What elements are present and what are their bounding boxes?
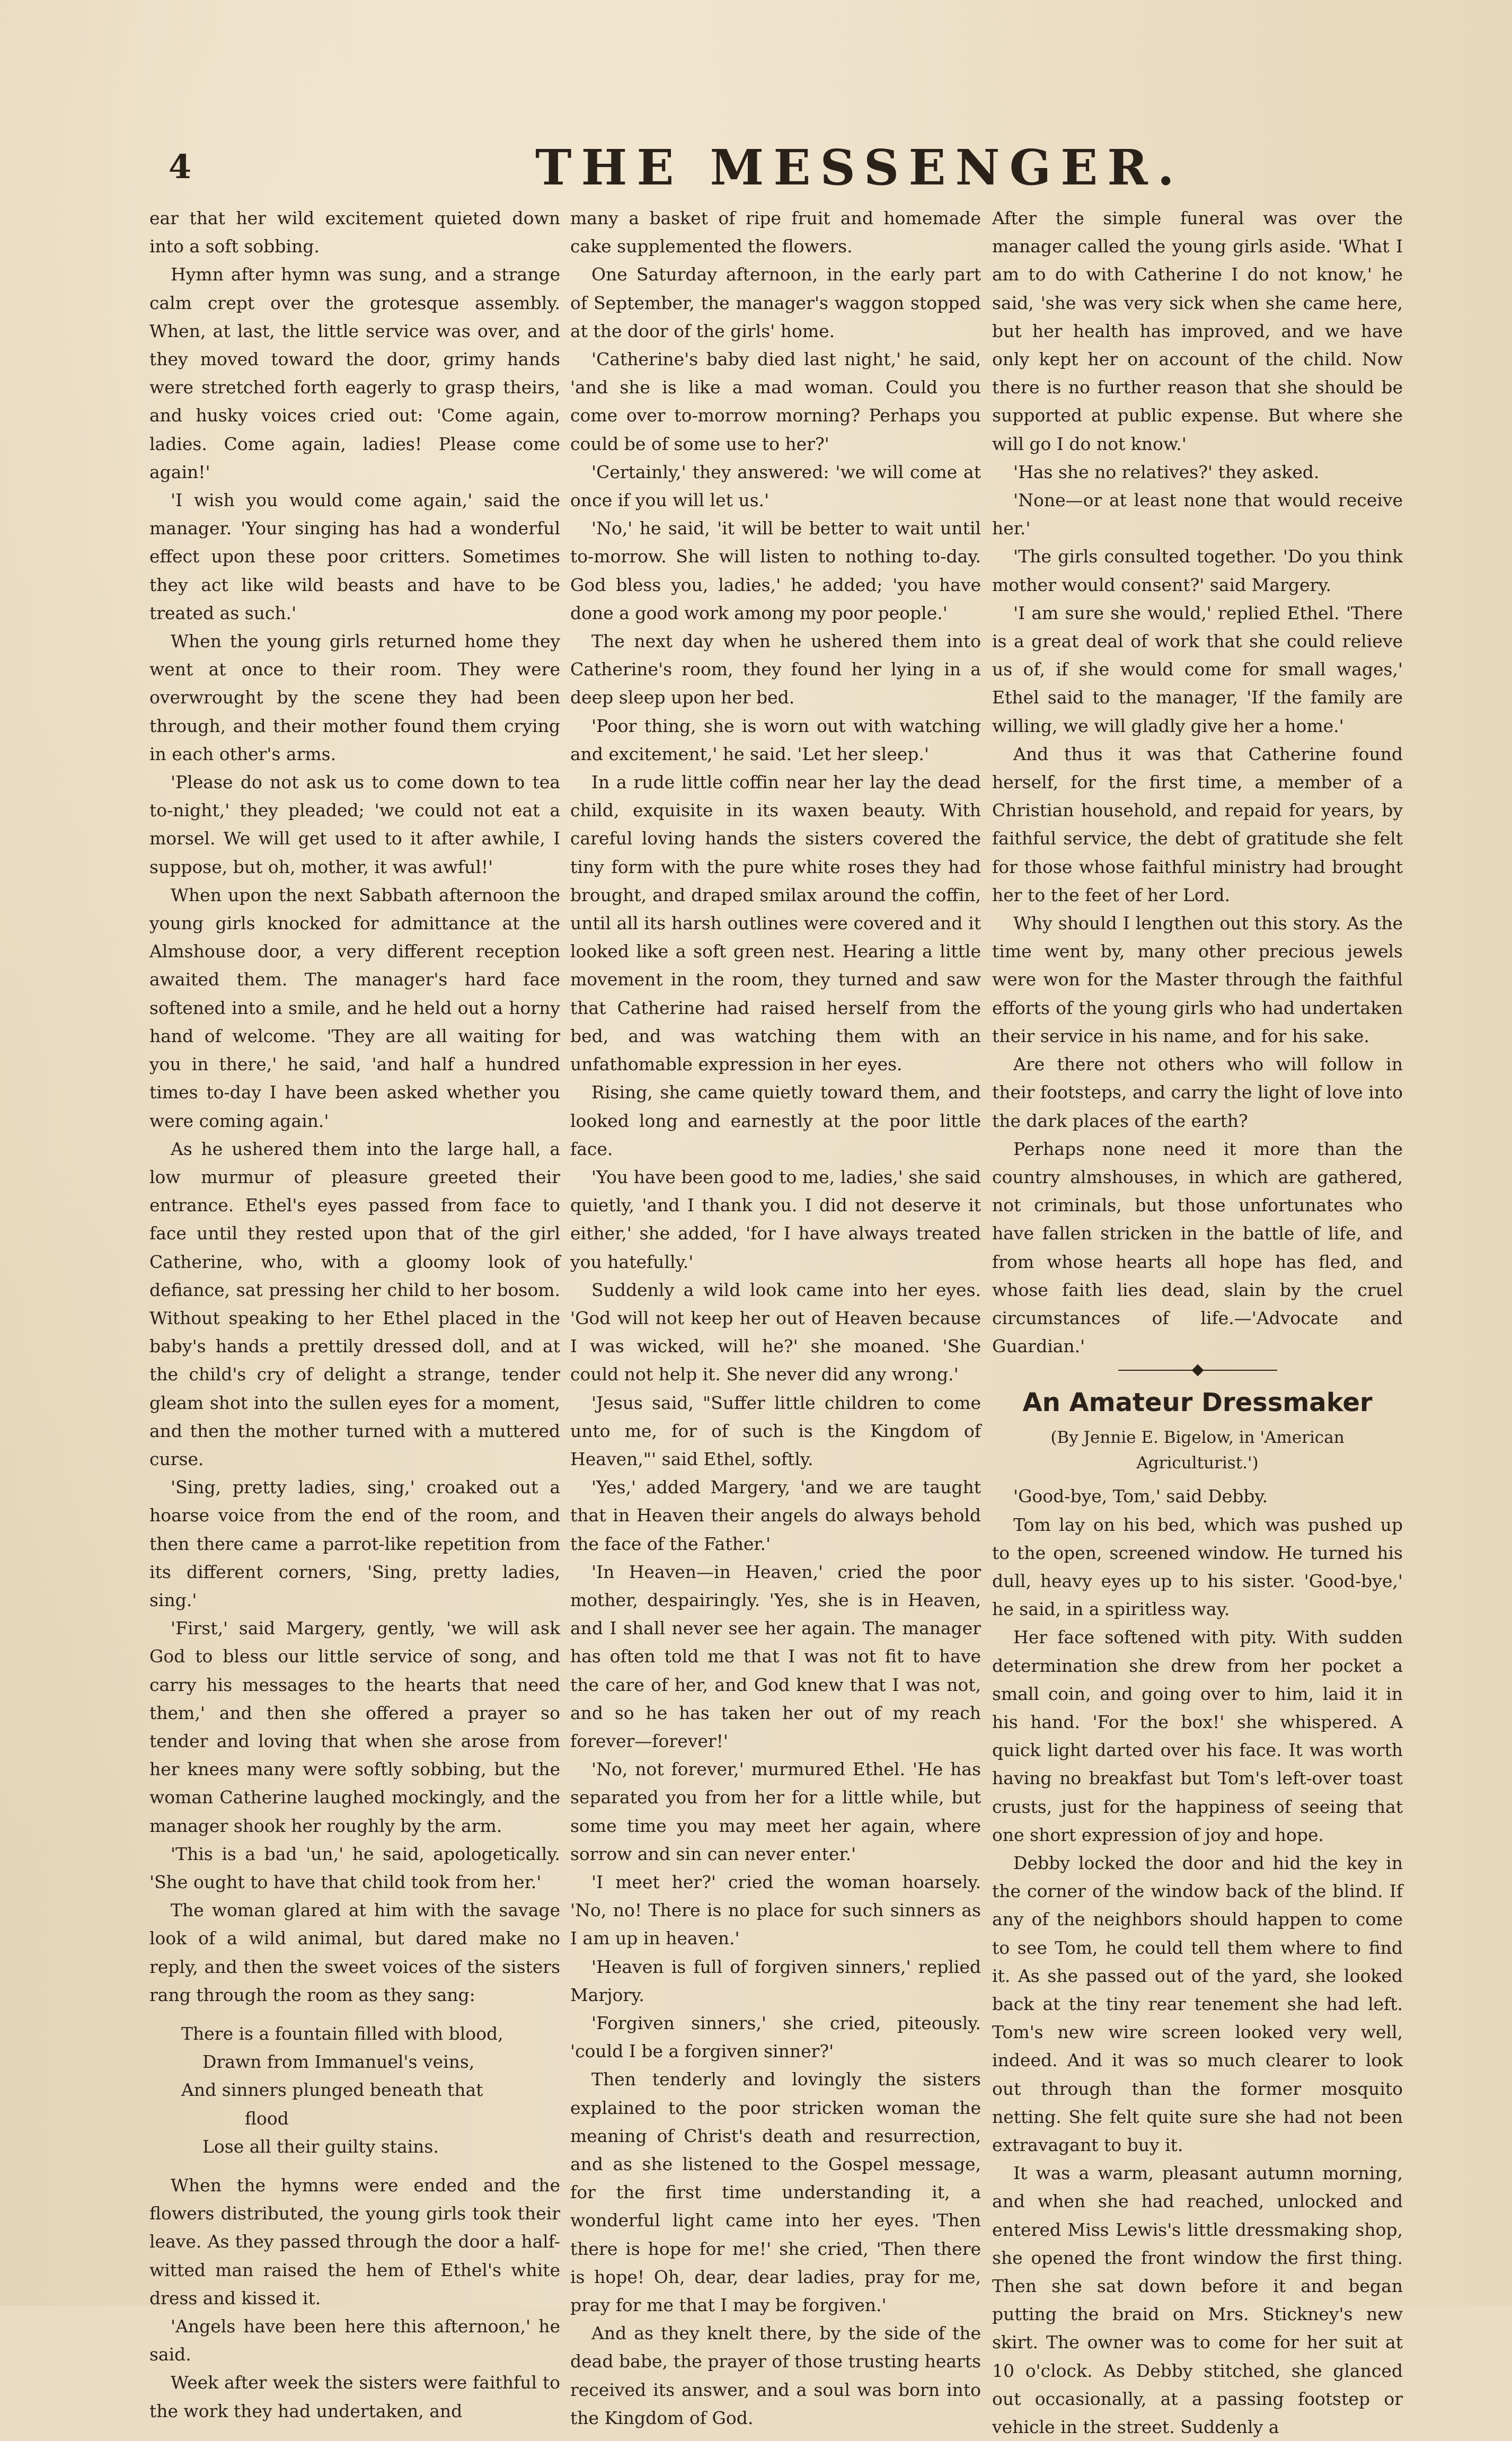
paragraph: Debby locked the door and hid the key in the corner of the window back of the blind. If any of the neighbors should happen to come to see Tom, he could tell them where to find it. As she passed out of the yard, she looked back at the tiny rear tenement she had left. Tom's new wire screen looked very well, indeed. And it was so much clearer to look out through than the former mosquito netting. She felt quite sure she had not been extravagant to buy it.	[992, 1852, 1403, 2155]
column-1	[149, 204, 560, 2425]
hymn-line: flood	[245, 2108, 289, 2129]
paragraph: It was a warm, pleasant autumn morning, and when she had reached, unlocked and entered Miss Lewis's little dressmaking shop, she opened the front window the first thing. Then she sat down before it and began putting the braid on Mrs. Stickney's new skirt. The owner was to come for her suit at 10 o'clock. As Debby stitched, she glanced out occasionally, at a passing footstep or vehicle in the street. Suddenly a	[992, 2163, 1403, 2438]
masthead: THE MESSENGER.	[535, 139, 1184, 196]
paragraph: 'None—or at least none that would receive her.'	[992, 490, 1403, 539]
hymn-line: Drawn from Immanuel's veins,	[202, 2051, 475, 2073]
paragraph: The woman glared at him with the savage look of a wild animal, but dared make no reply, and then the sweet voices of the sisters rang through the room as they sang:	[149, 1900, 560, 2005]
paragraph: Week after week the sisters were faithful to the work they had undertaken, and	[149, 2372, 560, 2421]
paragraph: 'You have been good to me, ladies,' she said quietly, 'and I thank you. I did not deserve it either,' she added, 'for I have always treated you hatefully.'	[570, 1166, 981, 1272]
paragraph: 'First,' said Margery, gently, 'we will ask God to bless our little service of song, and carry his messages to the hearts that need them,' and then she offered a prayer so tender and loving that when she arose from her knees many were softly sobbing, but the woman Catherine laughed mockingly, and the manager shook her roughly by the arm.	[149, 1618, 560, 1836]
paragraph: 'Poor thing, she is worn out with watching and excitement,' he said. 'Let her sleep.'	[570, 715, 981, 764]
paragraph: Perhaps none need it more than the country almshouses, in which are gathered, not criminals, but those unfortunates who have fallen stricken in the battle of life, and from whose hearts all hope has fled, and whose faith lies dead, slain by the cruel circumstances of life.—'Advocate and Guardian.'	[992, 1138, 1403, 1357]
paragraph: 'No,' he said, 'it will be better to wait until to-morrow. She will listen to nothing to-day. God bless you, ladies,' he added; 'you have done a good work among my poor people.'	[570, 518, 981, 623]
paragraph: And as they knelt there, by the side of the dead babe, the prayer of those trusting hearts received its answer, and a soul was born into the Kingdom of God.	[570, 2323, 981, 2428]
paragraph: 'Jesus said, "Suffer little children to come unto me, for of such is the Kingdom of Heaven,"' said Ethel, softly.	[570, 1392, 981, 1469]
paragraph: ear that her wild excitement quieted down into a soft sobbing.	[149, 208, 560, 257]
paragraph: 'No, not forever,' murmured Ethel. 'He has separated you from her for a little while, but some time you may meet her again, where sorrow and sin can never enter.'	[570, 1759, 981, 1864]
page-number: 4	[169, 147, 192, 186]
paragraph: 'Heaven is full of forgiven sinners,' replied Marjory.	[570, 1956, 981, 2005]
paragraph: 'Forgiven sinners,' she cried, piteously. 'could I be a forgiven sinner?'	[570, 2013, 981, 2062]
paragraph: And thus it was that Catherine found herself, for the first time, a member of a Christian household, and repaid for years, by faithful service, the debt of gratitude she felt for those whose faithful ministry had brought her to the feet of her Lord.	[992, 743, 1403, 905]
paragraph: Then tenderly and lovingly the sisters explained to the poor stricken woman the meaning of Christ's death and resurrection, and as she listened to the Gospel message, for the first time understanding it, a wonderful light came into her eyes. 'Then there is hope for me!' she cried, 'Then there is hope! Oh, dear, dear ladies, pray for me, pray for me that I may be forgiven.'	[570, 2069, 981, 2316]
paragraph: When the hymns were ended and the flowers distributed, the young girls took their leave. As they passed through the door a half-witted man raised the hem of Ethel's white dress and kissed it.	[149, 2175, 560, 2308]
paragraph: many a basket of ripe fruit and homemade cake supplemented the flowers.	[570, 208, 981, 257]
paragraph: 'This is a bad 'un,' he said, apologetically. 'She ought to have that child took from her.'	[149, 1843, 560, 1892]
paragraph: Tom lay on his bed, which was pushed up to the open, screened window. He turned his dull, heavy eyes up to his sister. 'Good-bye,' he said, in a spiritless way.	[992, 1514, 1403, 1620]
paragraph: In a rude little coffin near her lay the dead child, exquisite in its waxen beauty. With careful loving hands the sisters covered the tiny form with the pure white roses they had brought, and draped smilax around the coffin, until all its harsh outlines were covered and it looked like a soft green nest. Hearing a little movement in the room, they turned and saw that Catherine had raised herself from the bed, and was watching them with an unfathomable expression in her eyes.	[570, 772, 981, 1075]
paragraph: As he ushered them into the large hall, a low murmur of pleasure greeted their entrance. Ethel's eyes passed from face to face until they rested upon that of the girl Catherine, who, with a gloomy look of defiance, sat pressing her child to her bosom. Without speaking to her Ethel placed in the baby's hands a prettily dressed doll, and at the child's cry of delight a strange, tender gleam shot into the sullen eyes for a moment, and then the mother turned with a muttered curse.	[149, 1138, 560, 1469]
paragraph: The next day when he ushered them into Catherine's room, they found her lying in a deep sleep upon her bed.	[570, 631, 981, 708]
story-title: An Amateur Dressmaker	[1022, 1388, 1373, 1418]
paragraph: 'I am sure she would,' replied Ethel. 'There is a great deal of work that she could relieve us of, if she would come for small wages,' Ethel said to the manager, 'If the family are willing, we will gladly give her a home.'	[992, 602, 1403, 736]
hymn-line: Lose all their guilty stains.	[202, 2136, 439, 2157]
paragraph: 'Has she no relatives?' they asked.	[1013, 461, 1320, 482]
column-2	[570, 204, 981, 2432]
paragraph: When upon the next Sabbath afternoon the young girls knocked for admittance at the Almshouse door, a very different reception awaited them. The manager's hard face softened into a smile, and he held out a horny hand of welcome. 'They are all waiting for you in there,' he said, 'and half a hundred times to-day I have been asked whether you were coming again.'	[149, 884, 560, 1131]
paragraph: Why should I lengthen out this story. As the time went by, many other precious jewels were won for the Master through the faithful efforts of the young girls who had undertaken their service in his name, and for his sake.	[992, 913, 1403, 1046]
paragraph: 'Good-bye, Tom,' said Debby.	[1013, 1486, 1268, 1507]
hymn-verse	[181, 2020, 560, 2161]
section-divider	[1118, 1370, 1277, 1371]
paragraph: 'Please do not ask us to come down to tea to-night,' they pleaded; 'we could not eat a morsel. We will get used to it after awhile, I suppose, but oh, mother, it was awful!'	[149, 772, 560, 877]
hymn-line: And sinners plunged beneath that	[181, 2079, 483, 2101]
paragraph: 'Sing, pretty ladies, sing,' croaked out a hoarse voice from the end of the room, and then there came a parrot-like repetition from its different corners, 'Sing, pretty ladies, sing.'	[149, 1477, 560, 1610]
paragraph: 'Angels have been here this afternoon,' he said.	[149, 2316, 560, 2365]
paragraph: One Saturday afternoon, in the early part of September, the manager's waggon stopped at the door of the girls' home.	[570, 264, 981, 341]
paragraph: 'In Heaven—in Heaven,' cried the poor mother, despairingly. 'Yes, she is in Heaven, and I shall never see her again. The manager has often told me that I was not fit to have the care of her, and God knew that I was not, and so he has taken her out of my reach forever—forever!'	[570, 1561, 981, 1751]
paragraph: Are there not others who will follow in their footsteps, and carry the light of love into the dark places of the earth?	[992, 1054, 1403, 1131]
paragraph: 'I wish you would come again,' said the manager. 'Your singing has had a wonderful effect upon these poor critters. Sometimes they act like wild beasts and have to be treated as such.'	[149, 490, 560, 623]
paragraph: Her face softened with pity. With sudden determination she drew from her pocket a small coin, and going over to him, laid it in his hand. 'For the box!' she whispered. A quick light darted over his face. It was worth having no breakfast but Tom's left-over toast crusts, just for the happiness of seeing that one short expression of joy and hope.	[992, 1627, 1403, 1845]
paragraph: When the young girls returned home they went at once to their room. They were overwrought by the scene they had been through, and their mother found them crying in each other's arms.	[149, 631, 560, 764]
paragraph: 'Catherine's baby died last night,' he said, 'and she is like a mad woman. Could you come over to-morrow morning? Perhaps you could be of some use to her?'	[570, 349, 981, 454]
paragraph: 'The girls consulted together. 'Do you think mother would consent?' said Margery.	[992, 546, 1403, 595]
paragraph: Suddenly a wild look came into her eyes. 'God will not keep her out of Heaven because I was wicked, will he?' she moaned. 'She could not help it. She never did any wrong.'	[570, 1279, 981, 1385]
paragraph: After the simple funeral was over the manager called the young girls aside. 'What I am to do with Catherine I do not know,' he said, 'she was very sick when she came here, but her health has improved, and we have only kept her on account of the child. Now there is no further reason that she should be supported at public expense. But where she will go I do not know.'	[992, 208, 1403, 454]
hymn-line: There is a fountain filled with blood,	[181, 2023, 503, 2044]
column-3	[992, 204, 1403, 2441]
byline: (By Jennie E. Bigelow, in 'American Agriculturist.')	[1050, 1428, 1345, 1473]
paragraph: 'Certainly,' they answered: 'we will come at once if you will let us.'	[570, 461, 981, 511]
paragraph: 'Yes,' added Margery, 'and we are taught that in Heaven their angels do always behold the face of the Father.'	[570, 1477, 981, 1554]
paragraph: 'I meet her?' cried the woman hoarsely. 'No, no! There is no place for such sinners as I am up in heaven.'	[570, 1871, 981, 1949]
paragraph: Rising, she came quietly toward them, and looked long and earnestly at the poor little face.	[570, 1082, 981, 1159]
paragraph: Hymn after hymn was sung, and a strange calm crept over the grotesque assembly. When, at last, the little service was over, and they moved toward the door, grimy hands were stretched forth eagerly to grasp theirs, and husky voices cried out: 'Come again, ladies. Come again, ladies! Please come again!'	[149, 264, 560, 482]
divider-ornament-icon	[1191, 1364, 1204, 1377]
